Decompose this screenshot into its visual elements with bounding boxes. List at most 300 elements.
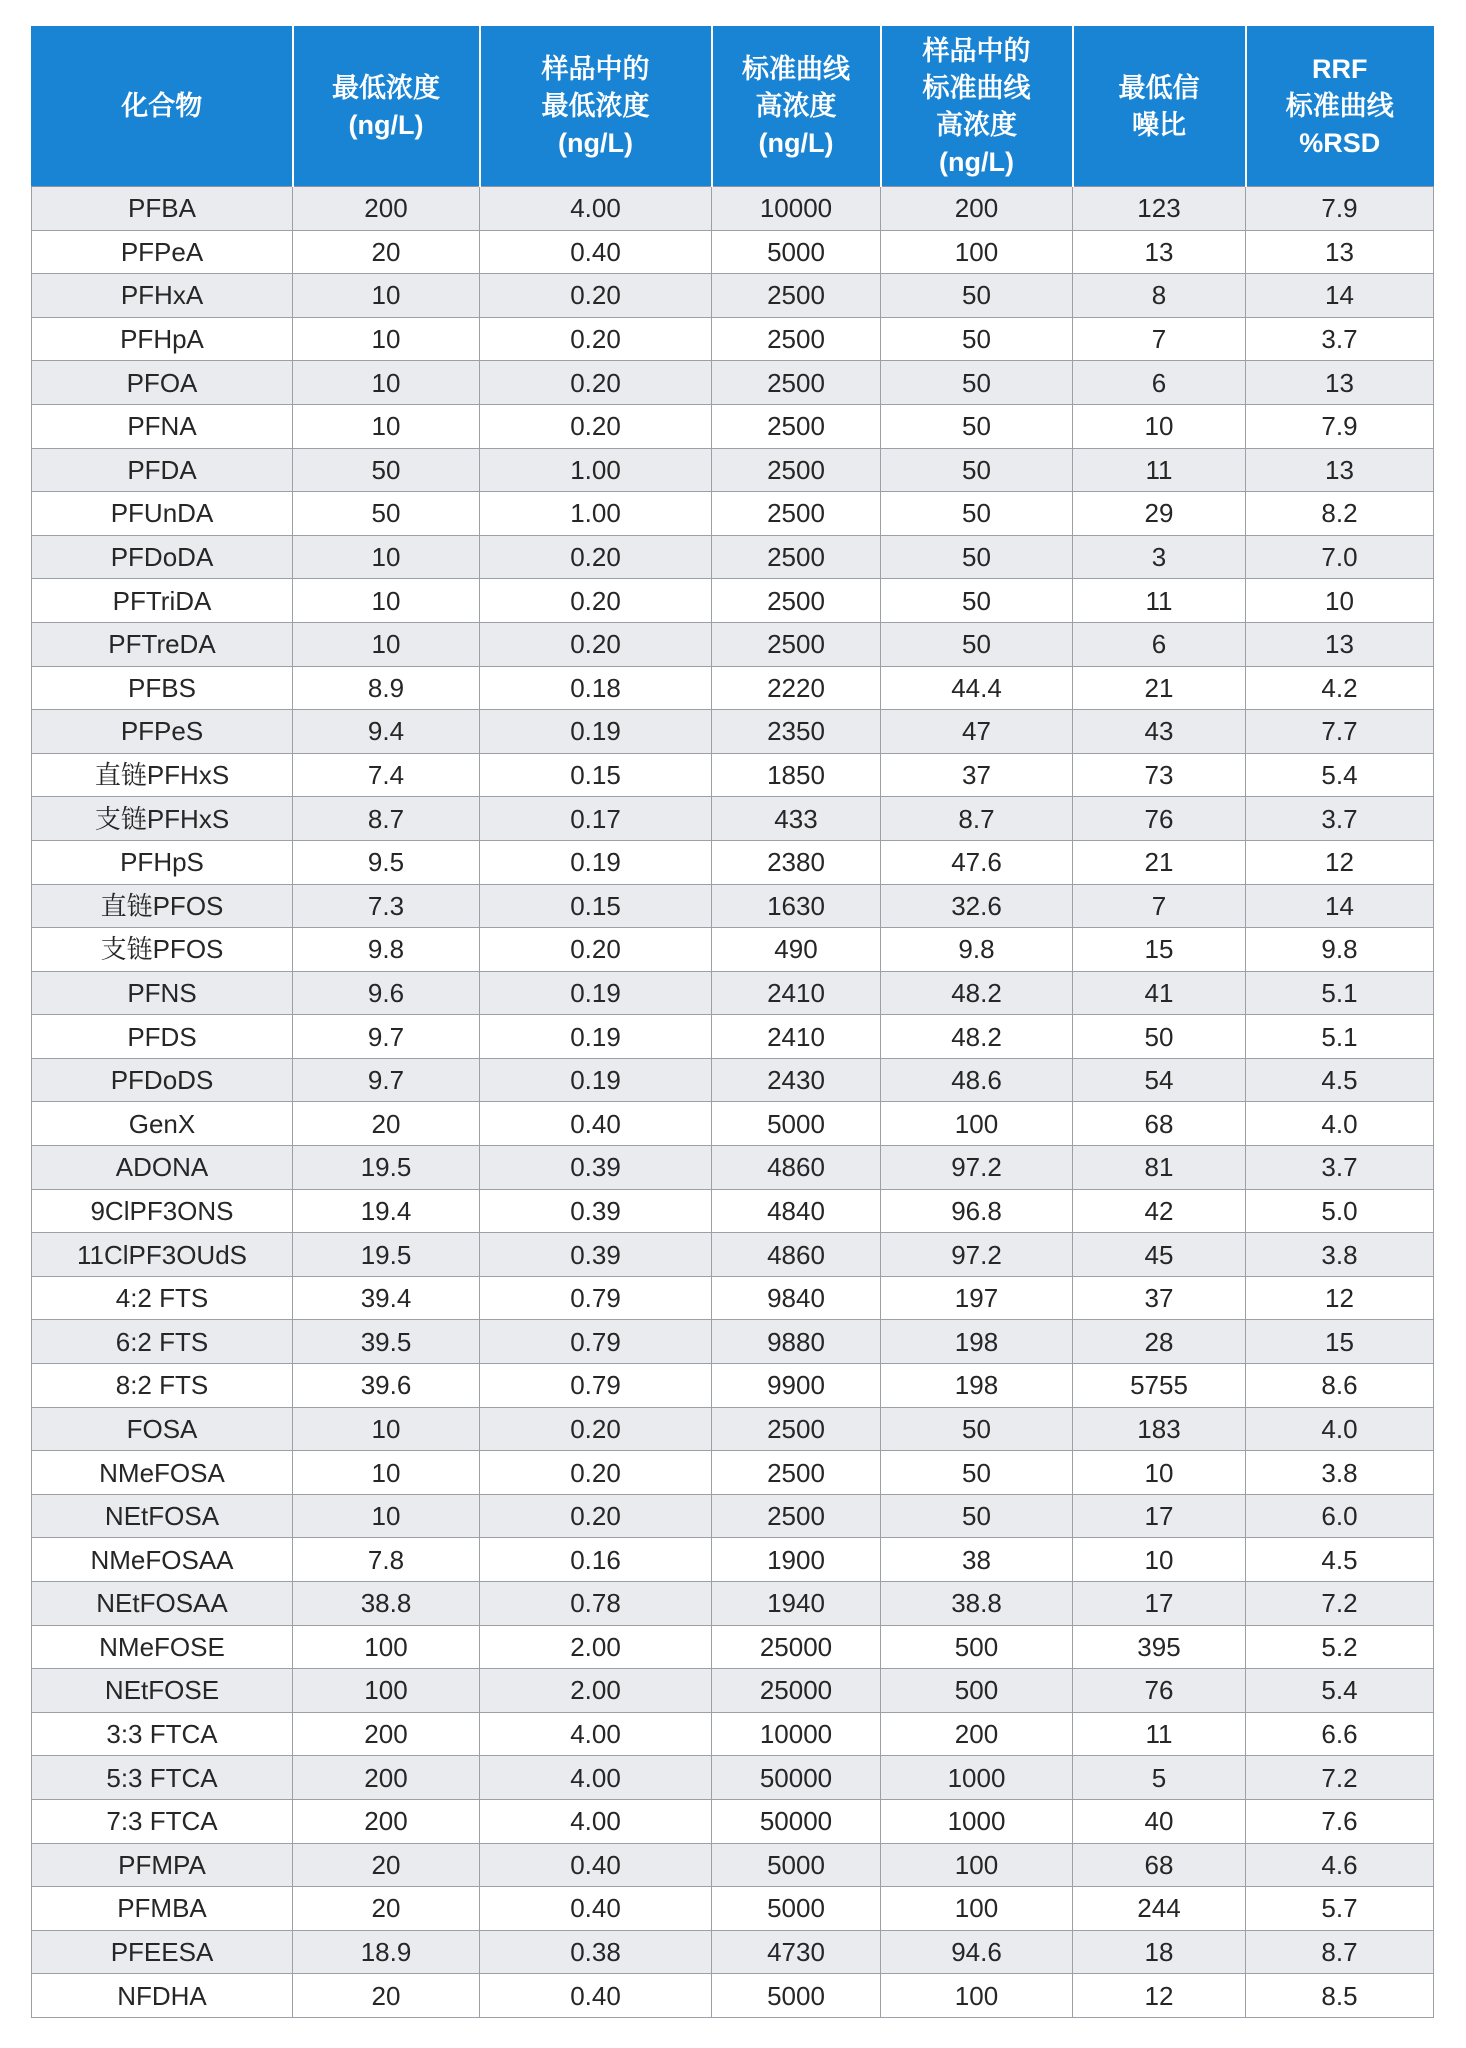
header-line: 样品中的 bbox=[541, 54, 650, 84]
cell-sample-min-conc: 0.20 bbox=[480, 622, 712, 666]
cell-rrf-rsd: 9.8 bbox=[1246, 928, 1434, 972]
cell-cal-high-conc: 4860 bbox=[712, 1146, 881, 1190]
cell-compound: PFUnDA bbox=[32, 492, 293, 536]
cell-sample-min-conc: 1.00 bbox=[480, 492, 712, 536]
header-line: 标准曲线 bbox=[922, 72, 1031, 103]
header-line: 最低浓度 bbox=[541, 91, 650, 121]
cell-compound: PFDoDS bbox=[32, 1058, 293, 1102]
cell-sample-min-conc: 0.17 bbox=[480, 797, 712, 841]
cell-sample-min-conc: 0.79 bbox=[480, 1276, 712, 1320]
cell-cal-high-conc: 2500 bbox=[712, 622, 881, 666]
cell-sample-cal-high-conc: 198 bbox=[881, 1320, 1073, 1364]
cell-rrf-rsd: 8.6 bbox=[1246, 1364, 1434, 1408]
cell-compound: PFNS bbox=[32, 971, 293, 1015]
cell-cal-high-conc: 490 bbox=[712, 928, 881, 972]
cell-min-conc: 10 bbox=[293, 361, 480, 405]
cell-rrf-rsd: 3.8 bbox=[1246, 1451, 1434, 1495]
cell-min-sn: 11 bbox=[1073, 448, 1246, 492]
table-row bbox=[32, 1799, 1434, 1843]
cell-sample-min-conc: 1.00 bbox=[480, 448, 712, 492]
cell-compound: PFBS bbox=[32, 666, 293, 710]
cell-min-conc: 10 bbox=[293, 404, 480, 448]
cell-cal-high-conc: 2380 bbox=[712, 840, 881, 884]
cell-sample-cal-high-conc: 48.2 bbox=[881, 971, 1073, 1015]
cell-sample-min-conc: 0.16 bbox=[480, 1538, 712, 1582]
cell-compound: PFDS bbox=[32, 1015, 293, 1059]
cell-min-sn: 76 bbox=[1073, 797, 1246, 841]
cell-rrf-rsd: 14 bbox=[1246, 274, 1434, 318]
table-row bbox=[32, 1146, 1434, 1190]
cell-sample-cal-high-conc: 50 bbox=[881, 579, 1073, 623]
cell-sample-cal-high-conc: 50 bbox=[881, 448, 1073, 492]
header-line: (ng/L) bbox=[939, 146, 1014, 177]
cell-compound: FOSA bbox=[32, 1407, 293, 1451]
cell-rrf-rsd: 12 bbox=[1246, 1276, 1434, 1320]
cell-cal-high-conc: 2500 bbox=[712, 274, 881, 318]
cell-sample-min-conc: 2.00 bbox=[480, 1669, 712, 1713]
cell-cal-high-conc: 50000 bbox=[712, 1756, 881, 1800]
cell-min-sn: 6 bbox=[1073, 622, 1246, 666]
table-row bbox=[32, 1276, 1434, 1320]
cell-rrf-rsd: 7.9 bbox=[1246, 187, 1434, 231]
cell-min-conc: 200 bbox=[293, 1799, 480, 1843]
cell-compound: PFBA bbox=[32, 187, 293, 231]
table-row bbox=[32, 884, 1434, 928]
cell-sample-cal-high-conc: 50 bbox=[881, 1451, 1073, 1495]
header-cell-cal-high-conc bbox=[712, 27, 881, 187]
table-row bbox=[32, 1538, 1434, 1582]
cell-sample-cal-high-conc: 50 bbox=[881, 404, 1073, 448]
cell-rrf-rsd: 7.0 bbox=[1246, 535, 1434, 579]
cell-compound: PFHpS bbox=[32, 840, 293, 884]
header-line: (ng/L) bbox=[558, 128, 633, 158]
cell-min-sn: 183 bbox=[1073, 1407, 1246, 1451]
cell-sample-min-conc: 0.20 bbox=[480, 317, 712, 361]
cell-sample-cal-high-conc: 200 bbox=[881, 1712, 1073, 1756]
table-row bbox=[32, 666, 1434, 710]
cell-cal-high-conc: 5000 bbox=[712, 1843, 881, 1887]
cell-min-sn: 50 bbox=[1073, 1015, 1246, 1059]
cell-min-sn: 68 bbox=[1073, 1843, 1246, 1887]
cell-compound: PFHpA bbox=[32, 317, 293, 361]
cell-cal-high-conc: 2500 bbox=[712, 1451, 881, 1495]
cell-sample-min-conc: 0.39 bbox=[480, 1233, 712, 1277]
cell-min-sn: 12 bbox=[1073, 1974, 1246, 2018]
cell-min-conc: 20 bbox=[293, 1974, 480, 2018]
cell-sample-min-conc: 0.15 bbox=[480, 753, 712, 797]
cell-min-conc: 9.5 bbox=[293, 840, 480, 884]
table-row bbox=[32, 187, 1434, 231]
cell-min-conc: 8.7 bbox=[293, 797, 480, 841]
cell-rrf-rsd: 5.4 bbox=[1246, 753, 1434, 797]
cell-cal-high-conc: 2500 bbox=[712, 317, 881, 361]
cell-min-sn: 73 bbox=[1073, 753, 1246, 797]
cell-min-conc: 9.8 bbox=[293, 928, 480, 972]
cell-sample-min-conc: 0.20 bbox=[480, 404, 712, 448]
header-line: 化合物 bbox=[121, 91, 203, 121]
table-row bbox=[32, 1712, 1434, 1756]
cell-min-sn: 13 bbox=[1073, 230, 1246, 274]
cell-compound: 8:2 FTS bbox=[32, 1364, 293, 1408]
cell-sample-min-conc: 0.15 bbox=[480, 884, 712, 928]
cell-sample-min-conc: 0.20 bbox=[480, 1494, 712, 1538]
table-row bbox=[32, 1320, 1434, 1364]
cell-compound: PFOA bbox=[32, 361, 293, 405]
cell-compound: NFDHA bbox=[32, 1974, 293, 2018]
table-row bbox=[32, 448, 1434, 492]
cell-sample-cal-high-conc: 200 bbox=[881, 187, 1073, 231]
cell-min-sn: 7 bbox=[1073, 317, 1246, 361]
cell-min-conc: 10 bbox=[293, 274, 480, 318]
header-cell-min-conc bbox=[293, 27, 480, 187]
cell-min-conc: 200 bbox=[293, 187, 480, 231]
cell-min-sn: 123 bbox=[1073, 187, 1246, 231]
cell-sample-cal-high-conc: 100 bbox=[881, 230, 1073, 274]
cell-min-conc: 20 bbox=[293, 1887, 480, 1931]
cell-min-sn: 395 bbox=[1073, 1625, 1246, 1669]
cell-rrf-rsd: 8.7 bbox=[1246, 1930, 1434, 1974]
cell-min-conc: 10 bbox=[293, 1407, 480, 1451]
cell-compound: NEtFOSAA bbox=[32, 1582, 293, 1626]
cell-cal-high-conc: 25000 bbox=[712, 1625, 881, 1669]
cell-min-sn: 7 bbox=[1073, 884, 1246, 928]
header-line: %RSD bbox=[1299, 128, 1381, 158]
cell-min-sn: 3 bbox=[1073, 535, 1246, 579]
cell-min-sn: 6 bbox=[1073, 361, 1246, 405]
cell-min-sn: 54 bbox=[1073, 1058, 1246, 1102]
header-line: 标准曲线 bbox=[1285, 91, 1394, 121]
cell-sample-cal-high-conc: 1000 bbox=[881, 1799, 1073, 1843]
cell-min-conc: 9.7 bbox=[293, 1015, 480, 1059]
cell-min-sn: 5755 bbox=[1073, 1364, 1246, 1408]
cell-cal-high-conc: 9900 bbox=[712, 1364, 881, 1408]
header-line: (ng/L) bbox=[758, 128, 834, 158]
cell-min-sn: 11 bbox=[1073, 1712, 1246, 1756]
cell-sample-cal-high-conc: 197 bbox=[881, 1276, 1073, 1320]
cell-sample-cal-high-conc: 50 bbox=[881, 361, 1073, 405]
cell-compound: NEtFOSA bbox=[32, 1494, 293, 1538]
cell-compound: 4:2 FTS bbox=[32, 1276, 293, 1320]
cell-cal-high-conc: 2430 bbox=[712, 1058, 881, 1102]
table-header bbox=[32, 27, 1434, 187]
cell-sample-min-conc: 0.20 bbox=[480, 928, 712, 972]
cell-min-conc: 7.3 bbox=[293, 884, 480, 928]
cell-cal-high-conc: 1850 bbox=[712, 753, 881, 797]
cell-rrf-rsd: 3.8 bbox=[1246, 1233, 1434, 1277]
cell-sample-cal-high-conc: 94.6 bbox=[881, 1930, 1073, 1974]
cell-compound: NEtFOSE bbox=[32, 1669, 293, 1713]
cell-sample-min-conc: 0.19 bbox=[480, 971, 712, 1015]
cell-compound: 11ClPF3OUdS bbox=[32, 1233, 293, 1277]
cell-compound: PFHxA bbox=[32, 274, 293, 318]
cell-sample-min-conc: 0.38 bbox=[480, 1930, 712, 1974]
table-row bbox=[32, 1494, 1434, 1538]
header-line: 标准曲线 bbox=[742, 54, 850, 84]
cell-min-sn: 244 bbox=[1073, 1887, 1246, 1931]
cell-min-conc: 9.7 bbox=[293, 1058, 480, 1102]
table-row bbox=[32, 404, 1434, 448]
cell-sample-min-conc: 0.19 bbox=[480, 710, 712, 754]
cell-min-sn: 15 bbox=[1073, 928, 1246, 972]
table-row bbox=[32, 535, 1434, 579]
cell-cal-high-conc: 9880 bbox=[712, 1320, 881, 1364]
cell-compound: 3:3 FTCA bbox=[32, 1712, 293, 1756]
cell-sample-min-conc: 0.20 bbox=[480, 1407, 712, 1451]
cell-rrf-rsd: 7.2 bbox=[1246, 1582, 1434, 1626]
header-cell-rrf-rsd bbox=[1246, 27, 1434, 187]
cell-rrf-rsd: 13 bbox=[1246, 230, 1434, 274]
cell-min-sn: 29 bbox=[1073, 492, 1246, 536]
cell-min-sn: 45 bbox=[1073, 1233, 1246, 1277]
cell-cal-high-conc: 2500 bbox=[712, 535, 881, 579]
header-line: 高浓度 bbox=[755, 91, 837, 121]
cell-min-conc: 39.6 bbox=[293, 1364, 480, 1408]
cell-min-conc: 100 bbox=[293, 1669, 480, 1713]
cell-sample-cal-high-conc: 50 bbox=[881, 1407, 1073, 1451]
cell-cal-high-conc: 2410 bbox=[712, 1015, 881, 1059]
cell-cal-high-conc: 2500 bbox=[712, 404, 881, 448]
cell-sample-min-conc: 4.00 bbox=[480, 187, 712, 231]
table-row bbox=[32, 971, 1434, 1015]
header-line: 高浓度 bbox=[936, 109, 1017, 140]
cell-cal-high-conc: 5000 bbox=[712, 230, 881, 274]
cell-cal-high-conc: 2500 bbox=[712, 1494, 881, 1538]
cell-min-sn: 11 bbox=[1073, 579, 1246, 623]
cell-sample-cal-high-conc: 198 bbox=[881, 1364, 1073, 1408]
cell-cal-high-conc: 2500 bbox=[712, 448, 881, 492]
cell-rrf-rsd: 12 bbox=[1246, 840, 1434, 884]
table-row bbox=[32, 840, 1434, 884]
cell-min-sn: 17 bbox=[1073, 1494, 1246, 1538]
cell-cal-high-conc: 2500 bbox=[712, 1407, 881, 1451]
cell-sample-min-conc: 0.18 bbox=[480, 666, 712, 710]
cell-rrf-rsd: 4.5 bbox=[1246, 1538, 1434, 1582]
cell-min-sn: 10 bbox=[1073, 1538, 1246, 1582]
cell-min-sn: 37 bbox=[1073, 1276, 1246, 1320]
table-row bbox=[32, 1451, 1434, 1495]
cell-min-conc: 9.4 bbox=[293, 710, 480, 754]
cell-min-sn: 21 bbox=[1073, 840, 1246, 884]
cell-sample-cal-high-conc: 44.4 bbox=[881, 666, 1073, 710]
cell-sample-cal-high-conc: 38.8 bbox=[881, 1582, 1073, 1626]
cell-rrf-rsd: 5.1 bbox=[1246, 1015, 1434, 1059]
cell-sample-min-conc: 0.40 bbox=[480, 1887, 712, 1931]
cell-rrf-rsd: 13 bbox=[1246, 622, 1434, 666]
cell-sample-cal-high-conc: 500 bbox=[881, 1669, 1073, 1713]
cell-sample-cal-high-conc: 37 bbox=[881, 753, 1073, 797]
cell-compound: PFEESA bbox=[32, 1930, 293, 1974]
cell-sample-cal-high-conc: 50 bbox=[881, 317, 1073, 361]
cell-cal-high-conc: 2500 bbox=[712, 579, 881, 623]
header-line: (ng/L) bbox=[348, 109, 424, 140]
cell-rrf-rsd: 7.6 bbox=[1246, 1799, 1434, 1843]
cell-min-sn: 40 bbox=[1073, 1799, 1246, 1843]
cell-compound: PFMPA bbox=[32, 1843, 293, 1887]
cell-cal-high-conc: 2220 bbox=[712, 666, 881, 710]
cell-min-conc: 10 bbox=[293, 317, 480, 361]
cell-cal-high-conc: 9840 bbox=[712, 1276, 881, 1320]
cell-compound: PFMBA bbox=[32, 1887, 293, 1931]
cell-rrf-rsd: 8.5 bbox=[1246, 1974, 1434, 2018]
cell-sample-cal-high-conc: 500 bbox=[881, 1625, 1073, 1669]
cell-rrf-rsd: 5.4 bbox=[1246, 1669, 1434, 1713]
cell-cal-high-conc: 25000 bbox=[712, 1669, 881, 1713]
cell-min-conc: 19.4 bbox=[293, 1189, 480, 1233]
table-row bbox=[32, 579, 1434, 623]
cell-sample-cal-high-conc: 97.2 bbox=[881, 1233, 1073, 1277]
header-line: 最低信 bbox=[1118, 72, 1200, 103]
cell-compound: PFNA bbox=[32, 404, 293, 448]
cell-min-sn: 81 bbox=[1073, 1146, 1246, 1190]
cell-rrf-rsd: 14 bbox=[1246, 884, 1434, 928]
cell-rrf-rsd: 4.2 bbox=[1246, 666, 1434, 710]
cell-min-sn: 28 bbox=[1073, 1320, 1246, 1364]
cell-sample-cal-high-conc: 1000 bbox=[881, 1756, 1073, 1800]
cell-cal-high-conc: 5000 bbox=[712, 1102, 881, 1146]
cell-cal-high-conc: 4840 bbox=[712, 1189, 881, 1233]
header-cell-min-sn bbox=[1073, 27, 1246, 187]
cell-compound: 5:3 FTCA bbox=[32, 1756, 293, 1800]
cell-sample-cal-high-conc: 100 bbox=[881, 1887, 1073, 1931]
cell-cal-high-conc: 10000 bbox=[712, 1712, 881, 1756]
table-row bbox=[32, 1364, 1434, 1408]
table-row bbox=[32, 797, 1434, 841]
cell-sample-min-conc: 4.00 bbox=[480, 1756, 712, 1800]
cell-sample-cal-high-conc: 8.7 bbox=[881, 797, 1073, 841]
cell-compound: PFTriDA bbox=[32, 579, 293, 623]
cell-min-sn: 76 bbox=[1073, 1669, 1246, 1713]
cell-sample-min-conc: 0.40 bbox=[480, 1843, 712, 1887]
cell-min-sn: 10 bbox=[1073, 404, 1246, 448]
cell-compound: 支链PFOS bbox=[32, 928, 293, 972]
cell-min-conc: 50 bbox=[293, 448, 480, 492]
table-row bbox=[32, 1407, 1434, 1451]
cell-min-sn: 17 bbox=[1073, 1582, 1246, 1626]
cell-min-conc: 19.5 bbox=[293, 1233, 480, 1277]
cell-compound: 直链PFOS bbox=[32, 884, 293, 928]
cell-cal-high-conc: 10000 bbox=[712, 187, 881, 231]
cell-cal-high-conc: 4730 bbox=[712, 1930, 881, 1974]
cell-sample-cal-high-conc: 9.8 bbox=[881, 928, 1073, 972]
cell-sample-min-conc: 4.00 bbox=[480, 1799, 712, 1843]
table-row bbox=[32, 230, 1434, 274]
cell-sample-cal-high-conc: 38 bbox=[881, 1538, 1073, 1582]
cell-cal-high-conc: 433 bbox=[712, 797, 881, 841]
table-body bbox=[32, 187, 1434, 2018]
header-line: 最低浓度 bbox=[332, 72, 440, 103]
cell-min-sn: 5 bbox=[1073, 1756, 1246, 1800]
table-row bbox=[32, 1843, 1434, 1887]
cell-min-conc: 39.4 bbox=[293, 1276, 480, 1320]
cell-min-conc: 10 bbox=[293, 579, 480, 623]
cell-compound: PFDoDA bbox=[32, 535, 293, 579]
cell-rrf-rsd: 15 bbox=[1246, 1320, 1434, 1364]
cell-sample-min-conc: 0.20 bbox=[480, 1451, 712, 1495]
cell-min-sn: 21 bbox=[1073, 666, 1246, 710]
cell-min-sn: 18 bbox=[1073, 1930, 1246, 1974]
cell-min-conc: 19.5 bbox=[293, 1146, 480, 1190]
cell-sample-min-conc: 2.00 bbox=[480, 1625, 712, 1669]
table-row bbox=[32, 1233, 1434, 1277]
cell-sample-min-conc: 0.19 bbox=[480, 1015, 712, 1059]
cell-sample-cal-high-conc: 32.6 bbox=[881, 884, 1073, 928]
cell-min-sn: 10 bbox=[1073, 1451, 1246, 1495]
cell-sample-cal-high-conc: 50 bbox=[881, 492, 1073, 536]
cell-compound: 直链PFHxS bbox=[32, 753, 293, 797]
cell-min-conc: 18.9 bbox=[293, 1930, 480, 1974]
cell-min-conc: 10 bbox=[293, 1451, 480, 1495]
cell-min-sn: 8 bbox=[1073, 274, 1246, 318]
table-row bbox=[32, 1887, 1434, 1931]
pfas-results-table bbox=[31, 26, 1434, 2018]
cell-compound: NMeFOSA bbox=[32, 1451, 293, 1495]
cell-min-conc: 9.6 bbox=[293, 971, 480, 1015]
cell-rrf-rsd: 4.0 bbox=[1246, 1407, 1434, 1451]
cell-rrf-rsd: 6.0 bbox=[1246, 1494, 1434, 1538]
cell-sample-min-conc: 0.20 bbox=[480, 535, 712, 579]
cell-min-conc: 50 bbox=[293, 492, 480, 536]
cell-rrf-rsd: 7.7 bbox=[1246, 710, 1434, 754]
cell-sample-min-conc: 0.20 bbox=[480, 361, 712, 405]
cell-rrf-rsd: 3.7 bbox=[1246, 1146, 1434, 1190]
cell-min-sn: 42 bbox=[1073, 1189, 1246, 1233]
cell-compound: PFTreDA bbox=[32, 622, 293, 666]
cell-cal-high-conc: 2500 bbox=[712, 492, 881, 536]
cell-rrf-rsd: 7.9 bbox=[1246, 404, 1434, 448]
cell-min-conc: 8.9 bbox=[293, 666, 480, 710]
cell-rrf-rsd: 13 bbox=[1246, 448, 1434, 492]
cell-rrf-rsd: 3.7 bbox=[1246, 797, 1434, 841]
cell-sample-min-conc: 0.40 bbox=[480, 1102, 712, 1146]
cell-sample-cal-high-conc: 100 bbox=[881, 1102, 1073, 1146]
cell-min-conc: 20 bbox=[293, 230, 480, 274]
cell-sample-min-conc: 4.00 bbox=[480, 1712, 712, 1756]
header-line: RRF bbox=[1312, 54, 1368, 84]
table-row bbox=[32, 1015, 1434, 1059]
cell-sample-cal-high-conc: 100 bbox=[881, 1843, 1073, 1887]
cell-min-conc: 7.8 bbox=[293, 1538, 480, 1582]
cell-compound: PFPeS bbox=[32, 710, 293, 754]
cell-sample-cal-high-conc: 50 bbox=[881, 535, 1073, 579]
header-cell-compound bbox=[32, 27, 293, 187]
cell-compound: 7:3 FTCA bbox=[32, 1799, 293, 1843]
cell-cal-high-conc: 50000 bbox=[712, 1799, 881, 1843]
table-row bbox=[32, 274, 1434, 318]
cell-sample-min-conc: 0.40 bbox=[480, 230, 712, 274]
header-cell-sample-min-conc bbox=[480, 27, 712, 187]
cell-sample-min-conc: 0.19 bbox=[480, 1058, 712, 1102]
cell-sample-min-conc: 0.40 bbox=[480, 1974, 712, 2018]
cell-rrf-rsd: 5.2 bbox=[1246, 1625, 1434, 1669]
cell-cal-high-conc: 1630 bbox=[712, 884, 881, 928]
cell-cal-high-conc: 2500 bbox=[712, 361, 881, 405]
table-row bbox=[32, 1102, 1434, 1146]
cell-sample-cal-high-conc: 96.8 bbox=[881, 1189, 1073, 1233]
cell-rrf-rsd: 6.6 bbox=[1246, 1712, 1434, 1756]
cell-sample-min-conc: 0.78 bbox=[480, 1582, 712, 1626]
cell-cal-high-conc: 1900 bbox=[712, 1538, 881, 1582]
cell-min-conc: 39.5 bbox=[293, 1320, 480, 1364]
cell-min-conc: 7.4 bbox=[293, 753, 480, 797]
cell-compound: NMeFOSAA bbox=[32, 1538, 293, 1582]
table-row bbox=[32, 1582, 1434, 1626]
cell-compound: 9ClPF3ONS bbox=[32, 1189, 293, 1233]
cell-rrf-rsd: 4.0 bbox=[1246, 1102, 1434, 1146]
cell-rrf-rsd: 7.2 bbox=[1246, 1756, 1434, 1800]
cell-compound: GenX bbox=[32, 1102, 293, 1146]
cell-sample-min-conc: 0.39 bbox=[480, 1189, 712, 1233]
table-row bbox=[32, 1930, 1434, 1974]
